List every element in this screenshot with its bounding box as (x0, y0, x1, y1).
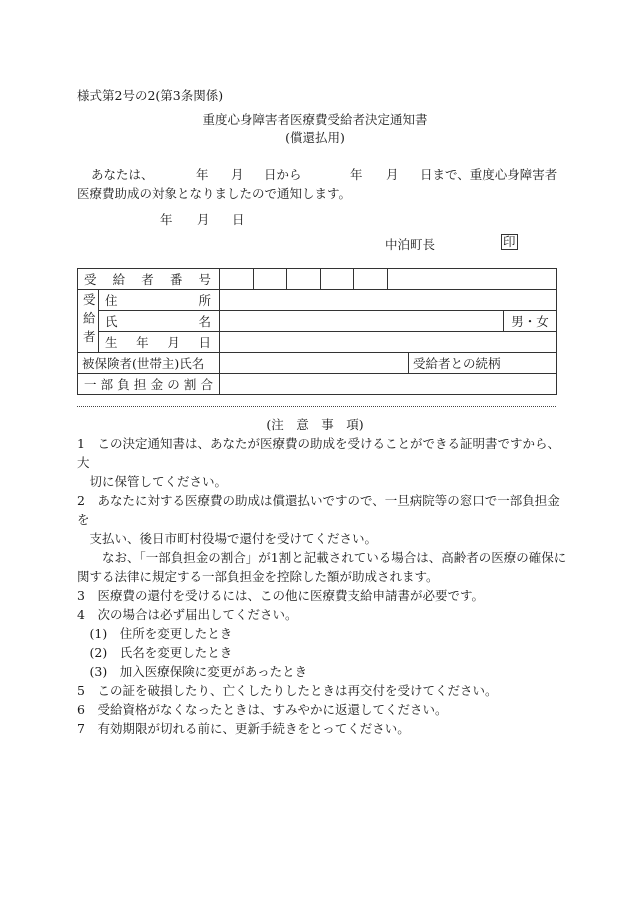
body-prefix: あなたは、 (91, 167, 154, 182)
recipient-info-table (77, 268, 557, 395)
body-line2: 医療費助成の対象となりましたので通知します。 (77, 186, 352, 201)
document-subtitle: (償還払用) (285, 130, 345, 145)
label-recipient-number: 受 給 者 番 号 (78, 269, 220, 290)
label-name: 氏 名 (99, 311, 220, 332)
note-line: (3) 加入医療保険に変更があったとき (77, 664, 308, 679)
label-recipient-group: 受給者 (78, 290, 99, 353)
label-address: 住 所 (99, 290, 220, 311)
row-birthdate (78, 332, 557, 353)
row-copay (78, 374, 557, 395)
note-line: 2 あなたに対する医療費の助成は償還払いですので、一旦病院等の窓口で一部負担金を (77, 493, 560, 527)
body-from-text: 日から (264, 167, 302, 182)
insured-name-field[interactable] (220, 353, 409, 374)
relation-cell[interactable] (409, 353, 557, 374)
birthdate-field[interactable] (220, 332, 557, 353)
row-address (78, 290, 557, 311)
stamp-mark: 印 (503, 234, 516, 249)
note-line: 1 この決定通知書は、あなたが医療費の助成を受けることができる証明書ですから、大 (77, 436, 560, 470)
recipient-number-boxes[interactable] (220, 269, 557, 290)
body-from-month: 月 (231, 167, 244, 182)
sex-field[interactable]: 男・女 (504, 311, 557, 332)
note-line: 6 受給資格がなくなったときは、すみやかに返還してください。 (77, 702, 448, 717)
document-title: 重度心身障害者医療費受給者決定通知書 (202, 112, 428, 127)
row-recipient-number (78, 269, 557, 290)
label-insured-name: 被保険者(世帯主)氏名 (78, 353, 220, 374)
label-birthdate: 生 年 月 日 (99, 332, 220, 353)
note-line: 5 この証を破損したり、亡くしたりしたときは再交付を受けてください。 (77, 683, 498, 698)
row-insured (78, 353, 557, 374)
note-line: (2) 氏名を変更したとき (77, 645, 233, 660)
body-to-month: 月 (386, 167, 399, 182)
note-line: なお、「一部負担金の割合」が1割と記載されている場合は、高齢者の医療の確保に (77, 550, 567, 565)
dotted-separator (77, 406, 556, 407)
note-line: 切に保管してください。 (77, 474, 228, 489)
date-year: 年 (160, 212, 173, 227)
name-field[interactable] (220, 311, 504, 332)
label-relation: 受給者との続柄 (413, 356, 501, 371)
note-line: 支払い、後日市町村役場で還付を受けてください。 (77, 531, 378, 546)
notes-list (77, 434, 567, 738)
note-line: 3 医療費の還付を受けるには、この他に医療費支給申請書が必要です。 (77, 588, 484, 603)
issuer-stamp (501, 234, 518, 250)
notes-title: (注 意 事 項) (266, 417, 364, 432)
issuer-name: 中泊町長 (385, 237, 436, 252)
date-day: 日 (232, 212, 245, 227)
note-line: 7 有効期限が切れる前に、更新手続きをとってください。 (77, 721, 410, 736)
body-until-text: 日まで、重度心身障害者 (420, 167, 558, 182)
copay-ratio-field[interactable] (220, 374, 557, 395)
label-copay-ratio: 一 部 負 担 金 の 割 合 (78, 374, 220, 395)
address-field[interactable] (220, 290, 557, 311)
row-name (78, 311, 557, 332)
note-line: 4 次の場合は必ず届出してください。 (77, 607, 298, 622)
note-line: 関する法律に規定する一部負担金を控除した額が助成されます。 (77, 569, 439, 584)
form-number: 様式第2号の2(第3条関係) (77, 88, 224, 103)
note-line: (1) 住所を変更したとき (77, 626, 233, 641)
date-month: 月 (197, 212, 210, 227)
body-to-year: 年 (350, 167, 363, 182)
body-from-year: 年 (196, 167, 209, 182)
